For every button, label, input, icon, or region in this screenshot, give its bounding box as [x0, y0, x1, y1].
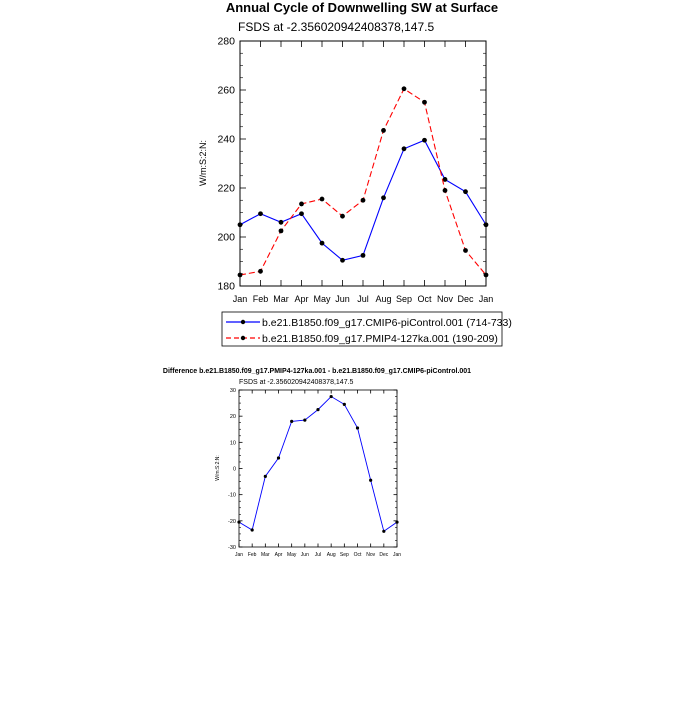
x-tick-label: Nov — [366, 552, 376, 558]
x-tick-label: Nov — [436, 294, 454, 304]
x-tick-label: Sep — [339, 552, 349, 558]
y-tick-label: 180 — [217, 280, 235, 293]
data-point — [381, 195, 386, 200]
data-point — [356, 426, 359, 429]
data-point — [402, 86, 407, 91]
x-tick-label: Aug — [375, 294, 392, 304]
data-point — [382, 530, 385, 533]
data-point — [361, 198, 366, 203]
legend-marker-control — [241, 320, 245, 324]
y-tick-label: -20 — [228, 518, 236, 525]
x-tick-label: Aug — [326, 552, 336, 558]
legend-entry-control: b.e21.B1850.f09_g17.CMIP6-piControl.001 (714-733) — [262, 317, 512, 329]
data-point — [258, 269, 263, 274]
x-tick-label: Jan — [478, 294, 494, 304]
y-tick-label: 240 — [217, 133, 235, 146]
difference-chart-title: Difference b.e21.B1850.f09_g17.PMIP4-127ka.001 - b.e21.B1850.f09_g17.CMIP6-piControl.001 — [162, 368, 472, 375]
difference-plot-frame — [239, 390, 397, 547]
data-point — [277, 456, 280, 459]
data-point — [369, 479, 372, 482]
y-tick-label: 20 — [229, 414, 236, 421]
y-tick-label: 260 — [217, 84, 235, 97]
y-tick-label: 0 — [232, 466, 236, 473]
data-point — [264, 475, 267, 478]
data-point — [422, 138, 427, 143]
x-tick-label: Oct — [353, 552, 362, 558]
data-point — [484, 222, 489, 227]
data-point — [320, 241, 325, 246]
data-point — [340, 214, 345, 219]
x-tick-label: Jan — [392, 552, 402, 558]
data-point — [299, 211, 304, 216]
x-tick-label: Mar — [261, 552, 270, 558]
data-point — [484, 273, 489, 278]
data-point — [340, 258, 345, 263]
x-tick-label: Jan — [234, 552, 244, 558]
x-tick-label: Apr — [274, 552, 283, 558]
x-tick-label: Feb — [252, 294, 269, 304]
data-point — [463, 189, 468, 194]
data-point — [443, 188, 448, 193]
data-point — [381, 128, 386, 133]
x-tick-label: Jun — [335, 294, 350, 304]
legend-entry-127ka: b.e21.B1850.f09_g17.PMIP4-127ka.001 (190-209) — [262, 333, 498, 345]
x-tick-label: Dec — [457, 294, 474, 304]
y-tick-label: 10 — [229, 440, 236, 447]
data-point — [463, 248, 468, 253]
data-point — [279, 228, 284, 233]
y-tick-label: 200 — [217, 231, 235, 244]
plot-frame — [240, 41, 486, 286]
x-tick-label: Sep — [395, 294, 413, 304]
data-point — [320, 197, 325, 202]
data-point — [361, 253, 366, 258]
difference-series-layer — [237, 395, 398, 533]
x-tick-label: Apr — [294, 294, 309, 304]
annual-cycle-panel — [198, 0, 512, 346]
y-tick-label: -10 — [228, 492, 236, 499]
difference-y-axis-label: W/m:S:2:N: — [215, 455, 221, 481]
x-tick-label: May — [286, 552, 297, 558]
x-axis — [233, 41, 494, 304]
y-tick-label: 30 — [229, 387, 236, 394]
legend — [222, 312, 512, 346]
difference-panel — [163, 368, 471, 558]
x-tick-label: Feb — [247, 552, 257, 558]
difference-chart-subtitle: FSDS at -2.356020942408378,147.5 — [239, 379, 354, 386]
data-point — [299, 202, 304, 207]
series-line-0 — [239, 397, 397, 532]
x-tick-label: Mar — [273, 294, 289, 304]
data-point — [238, 273, 243, 278]
legend-marker-127ka — [241, 336, 245, 340]
data-point — [258, 211, 263, 216]
y-tick-label: 220 — [217, 182, 235, 195]
data-point — [316, 408, 319, 411]
chart-subtitle: FSDS at -2.356020942408378,147.5 — [238, 20, 435, 34]
x-tick-label: Jul — [314, 552, 322, 558]
x-tick-label: Jun — [300, 552, 309, 558]
x-tick-label: Oct — [417, 294, 432, 304]
y-axis — [217, 36, 486, 293]
x-tick-label: May — [313, 294, 331, 304]
series-layer — [238, 86, 489, 277]
data-point — [290, 420, 293, 423]
x-tick-label: Dec — [379, 552, 389, 558]
data-point — [343, 403, 346, 406]
data-point — [279, 220, 284, 225]
y-tick-label: 280 — [217, 35, 235, 48]
x-tick-label: Jan — [232, 294, 248, 304]
data-point — [395, 521, 398, 524]
data-point — [251, 528, 254, 531]
y-tick-label: -30 — [228, 544, 236, 551]
x-tick-label: Jul — [357, 294, 369, 304]
data-point — [330, 395, 333, 398]
data-point — [422, 100, 427, 105]
data-point — [237, 521, 240, 524]
data-point — [303, 418, 306, 421]
data-point — [402, 146, 407, 151]
data-point — [238, 222, 243, 227]
y-axis-label: W/m:S:2:N: — [198, 139, 208, 187]
chart-title: Annual Cycle of Downwelling SW at Surface — [225, 0, 499, 15]
